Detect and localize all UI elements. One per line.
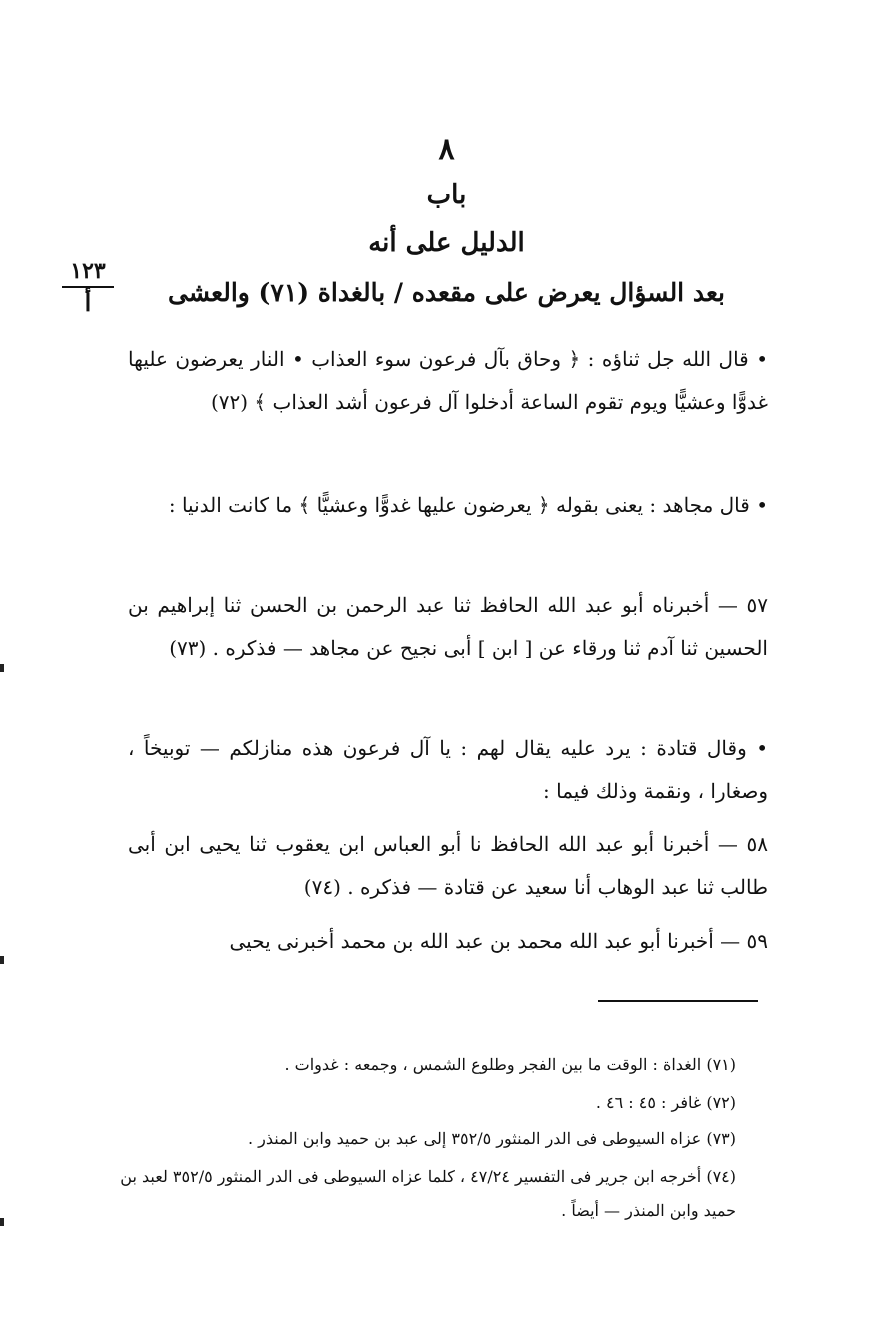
chapter-number: ٨ bbox=[438, 132, 455, 167]
footnote-72: (٧٢) غافر : ٤٥ : ٤٦ . bbox=[595, 1093, 736, 1112]
chapter-subheading: الدليل على أنه bbox=[368, 228, 525, 258]
paragraph-hadith-59: ٥٩ — أخبرنا أبو عبد الله محمد بن عبد الله بن محمد أخبرنى يحيى bbox=[229, 929, 768, 953]
footnote-71: (٧١) الغداة : الوقت ما بين الفجر وطلوع الشمس ، وجمعه : غدوات . bbox=[284, 1055, 736, 1074]
scan-edge-mark bbox=[0, 1218, 4, 1226]
paragraph-hadith-58: ٥٨ — أخبرنا أبو عبد الله الحافظ نا أبو العباس ابن يعقوب ثنا يحيى ابن أبى طالب ثنا عبد الوهاب أنا سعيد عن قتادة — فذكره . (٧٤) bbox=[128, 832, 768, 899]
footnote-73: (٧٣) عزاه السيوطى فى الدر المنثور ٣٥٢/٥ إلى عبد بن حميد وابن المنذر . bbox=[247, 1129, 736, 1148]
manuscript-folio-note bbox=[58, 258, 118, 316]
scan-edge-mark bbox=[0, 664, 4, 672]
paragraph-qatada: • وقال قتادة : يرد عليه يقال لهم : يا آل فرعون هذه منازلكم — توبيخاً ، وصغارا ، ونقمة وذلك فيما : bbox=[128, 736, 768, 803]
folio-side: أ bbox=[84, 288, 92, 317]
folio-number: ١٢٣ bbox=[70, 258, 106, 284]
paragraph-hadith-57: ٥٧ — أخبرناه أبو عبد الله الحافظ ثنا عبد الرحمن بن الحسن ثنا إبراهيم بن الحسين ثنا آدم ثنا ورقاء عن [ ابن ] أبى نجيح عن مجاهد — فذكره . (٧٣) bbox=[128, 593, 768, 660]
scan-edge-mark bbox=[0, 956, 4, 964]
chapter-title: بعد السؤال يعرض على مقعده / بالغداة (٧١) والعشى bbox=[168, 278, 725, 307]
paragraph-quran-verse: • قال الله جل ثناؤه : ﴿ وحاق بآل فرعون سوء العذاب • النار يعرضون عليها غدوًّا وعشيًّا ويوم تقوم الساعة أدخلوا آل فرعون أشد العذاب ﴾ (٧٢) bbox=[128, 347, 768, 414]
footnote-divider bbox=[598, 1000, 758, 1002]
paragraph-mujahid: • قال مجاهد : يعنى بقوله ﴿ يعرضون عليها غدوًّا وعشيًّا ﴾ ما كانت الدنيا : bbox=[168, 493, 768, 517]
footnote-74: (٧٤) أخرجه ابن جرير فى التفسير ٤٧/٢٤ ، كلما عزاه السيوطى فى الدر المنثور ٣٥٢/٥ لعبد بن حميد وابن المنذر — أيضاً . bbox=[120, 1167, 736, 1220]
chapter-heading: باب bbox=[426, 180, 467, 210]
